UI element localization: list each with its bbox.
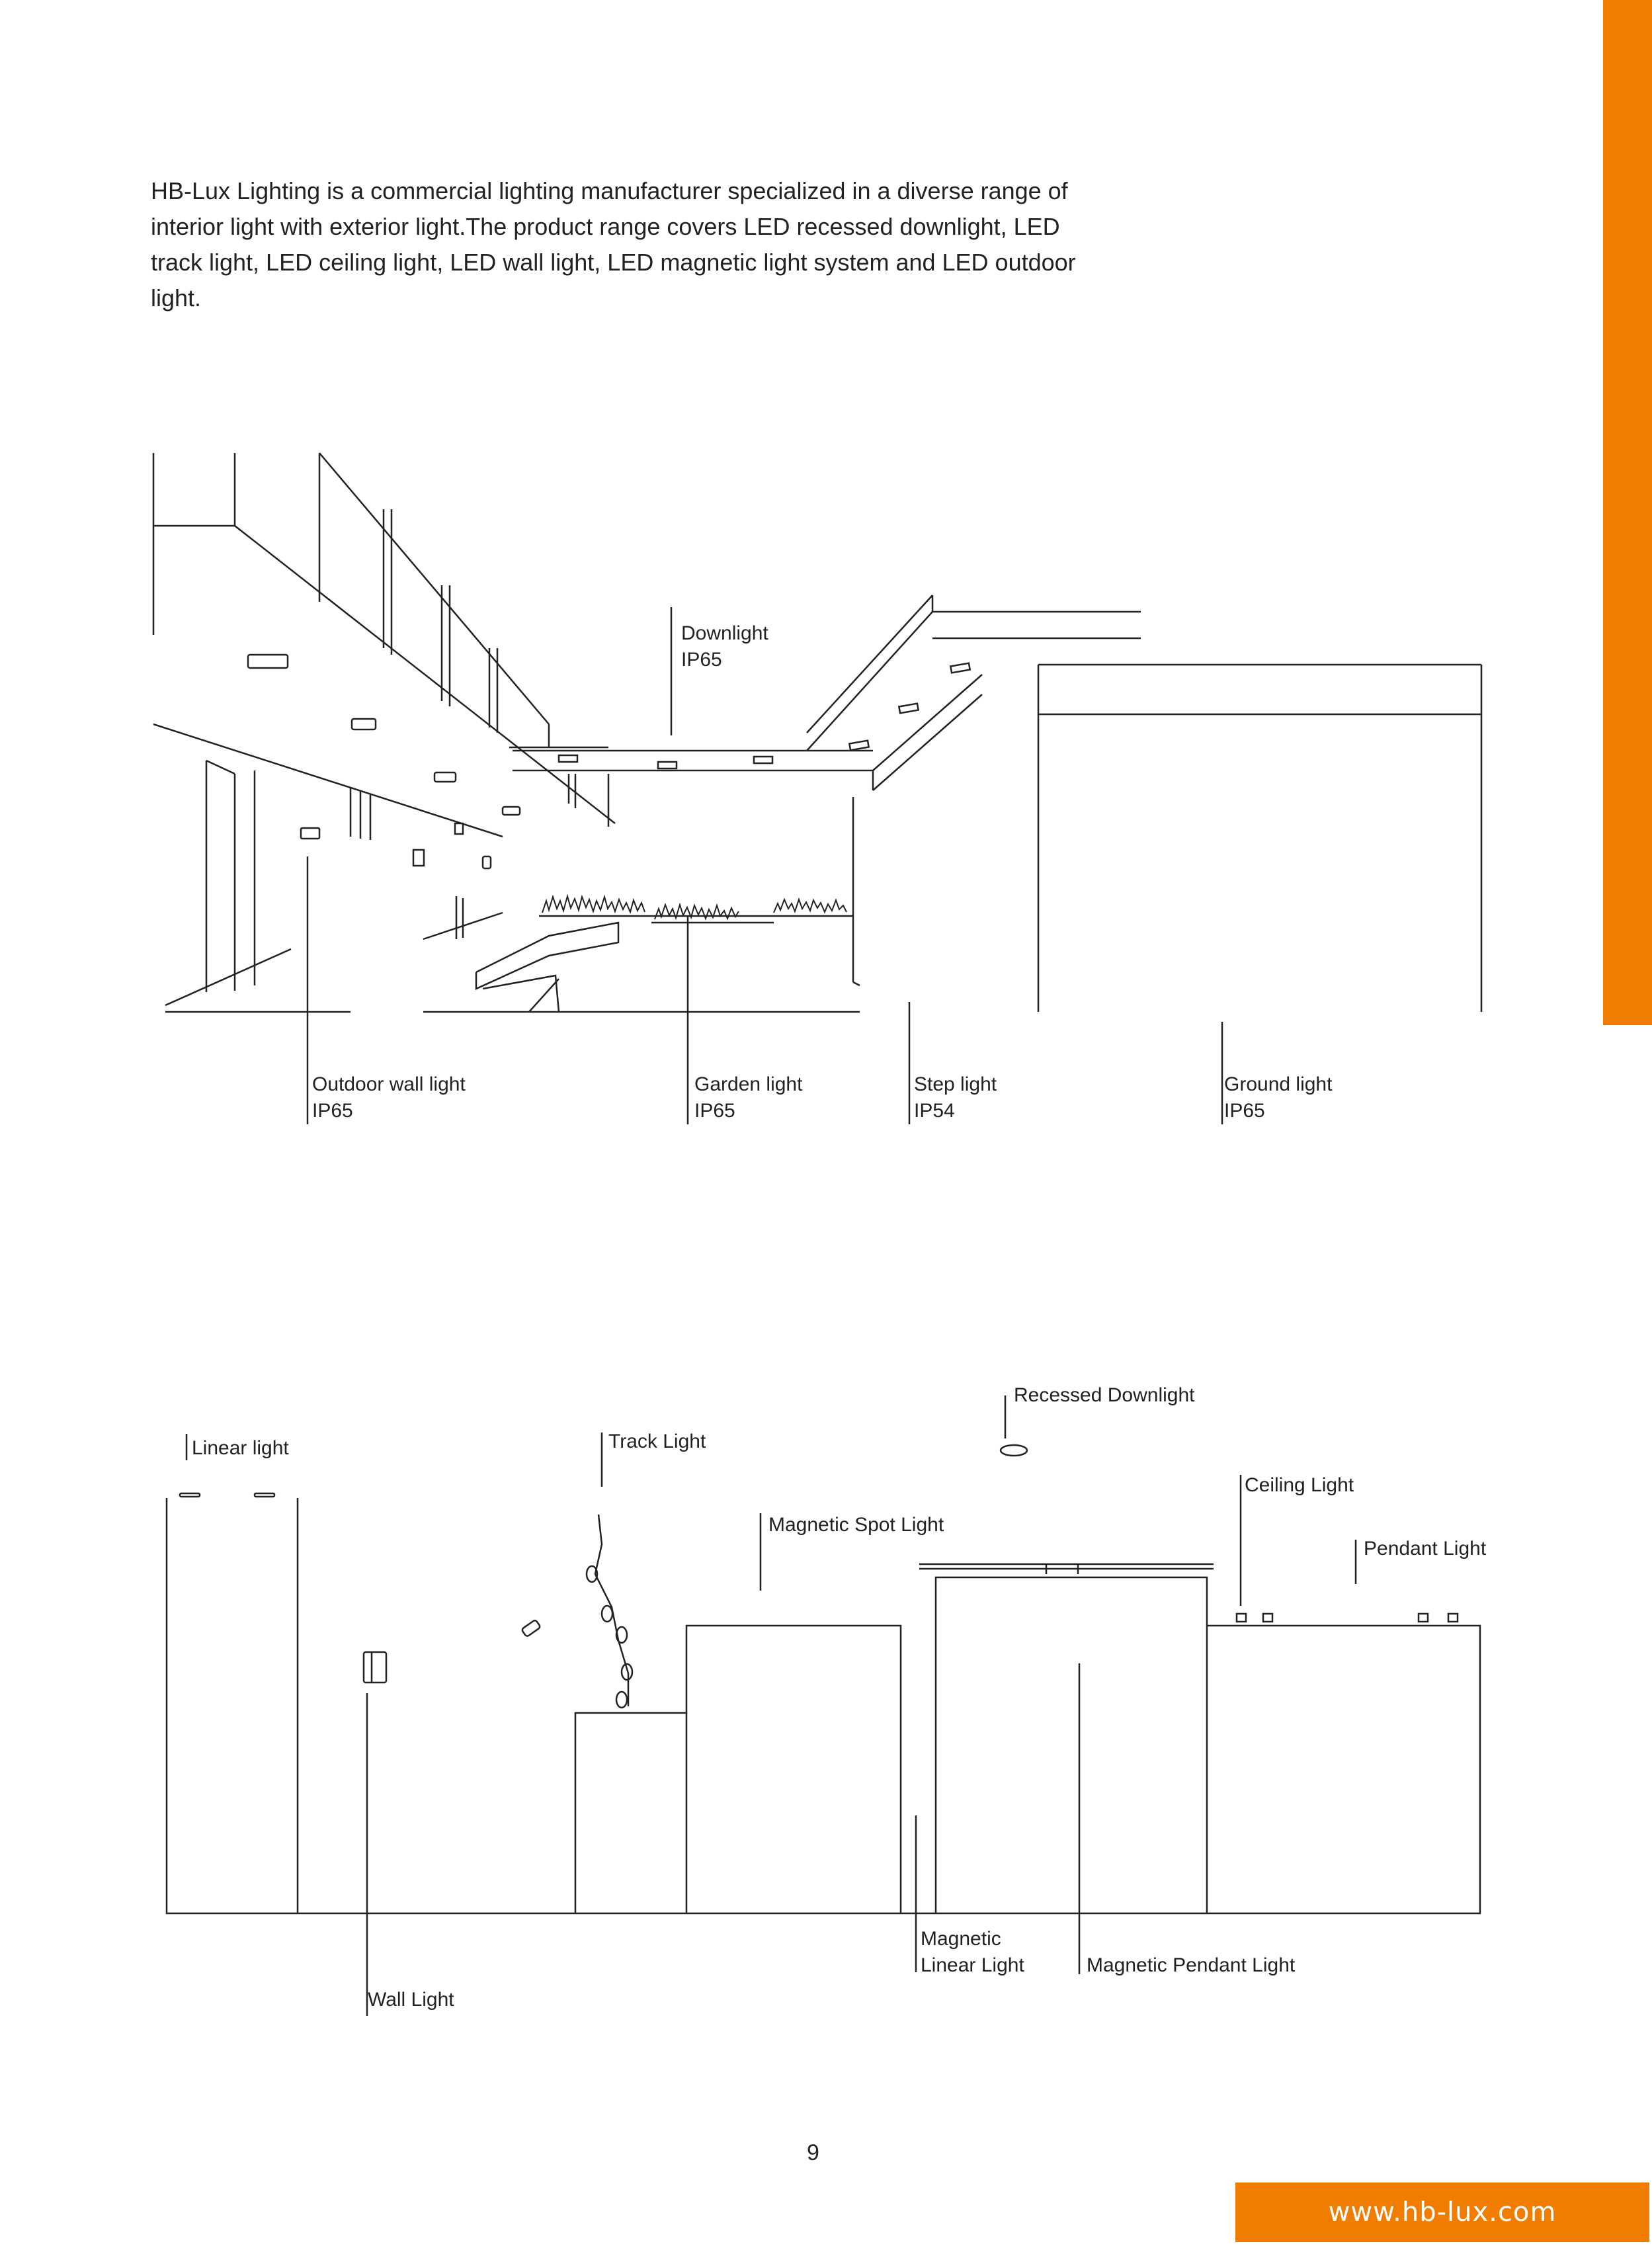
label-magnetic-pendant-light: Magnetic Pendant Light xyxy=(1087,1954,1296,1976)
label-linear-light: Linear light xyxy=(192,1437,289,1459)
label-ground-light: Ground light IP65 xyxy=(1224,1073,1333,1122)
page-number: 9 xyxy=(807,2140,819,2165)
label-track-light: Track Light xyxy=(608,1431,706,1452)
label-magnetic-linear-light: Magnetic Linear Light xyxy=(921,1928,1024,1976)
label-garden-light: Garden light IP65 xyxy=(694,1073,803,1122)
label-magnetic-spot-light: Magnetic Spot Light xyxy=(768,1514,944,1536)
label-outdoor-wall-light: Outdoor wall light IP65 xyxy=(312,1073,466,1122)
label-wall-light: Wall Light xyxy=(368,1989,454,2011)
label-step-light: Step light IP54 xyxy=(914,1073,997,1122)
label-downlight: Downlight IP65 xyxy=(681,622,768,671)
intro-paragraph: HB-Lux Lighting is a commercial lighting manufacturer specialized in a diverse range of interior light with exterior light.The product range covers LED recessed downlight, LED track light, LED ceiling light, LED wall light, LED magnetic light system and LED outdoor light. xyxy=(151,177,1076,312)
label-recessed-downlight: Recessed Downlight xyxy=(1014,1384,1195,1406)
label-pendant-light: Pendant Light xyxy=(1364,1538,1487,1560)
website-footer-bar[interactable]: www.hb-lux.com xyxy=(1235,2183,1649,2242)
label-ceiling-light: Ceiling Light xyxy=(1245,1474,1354,1496)
